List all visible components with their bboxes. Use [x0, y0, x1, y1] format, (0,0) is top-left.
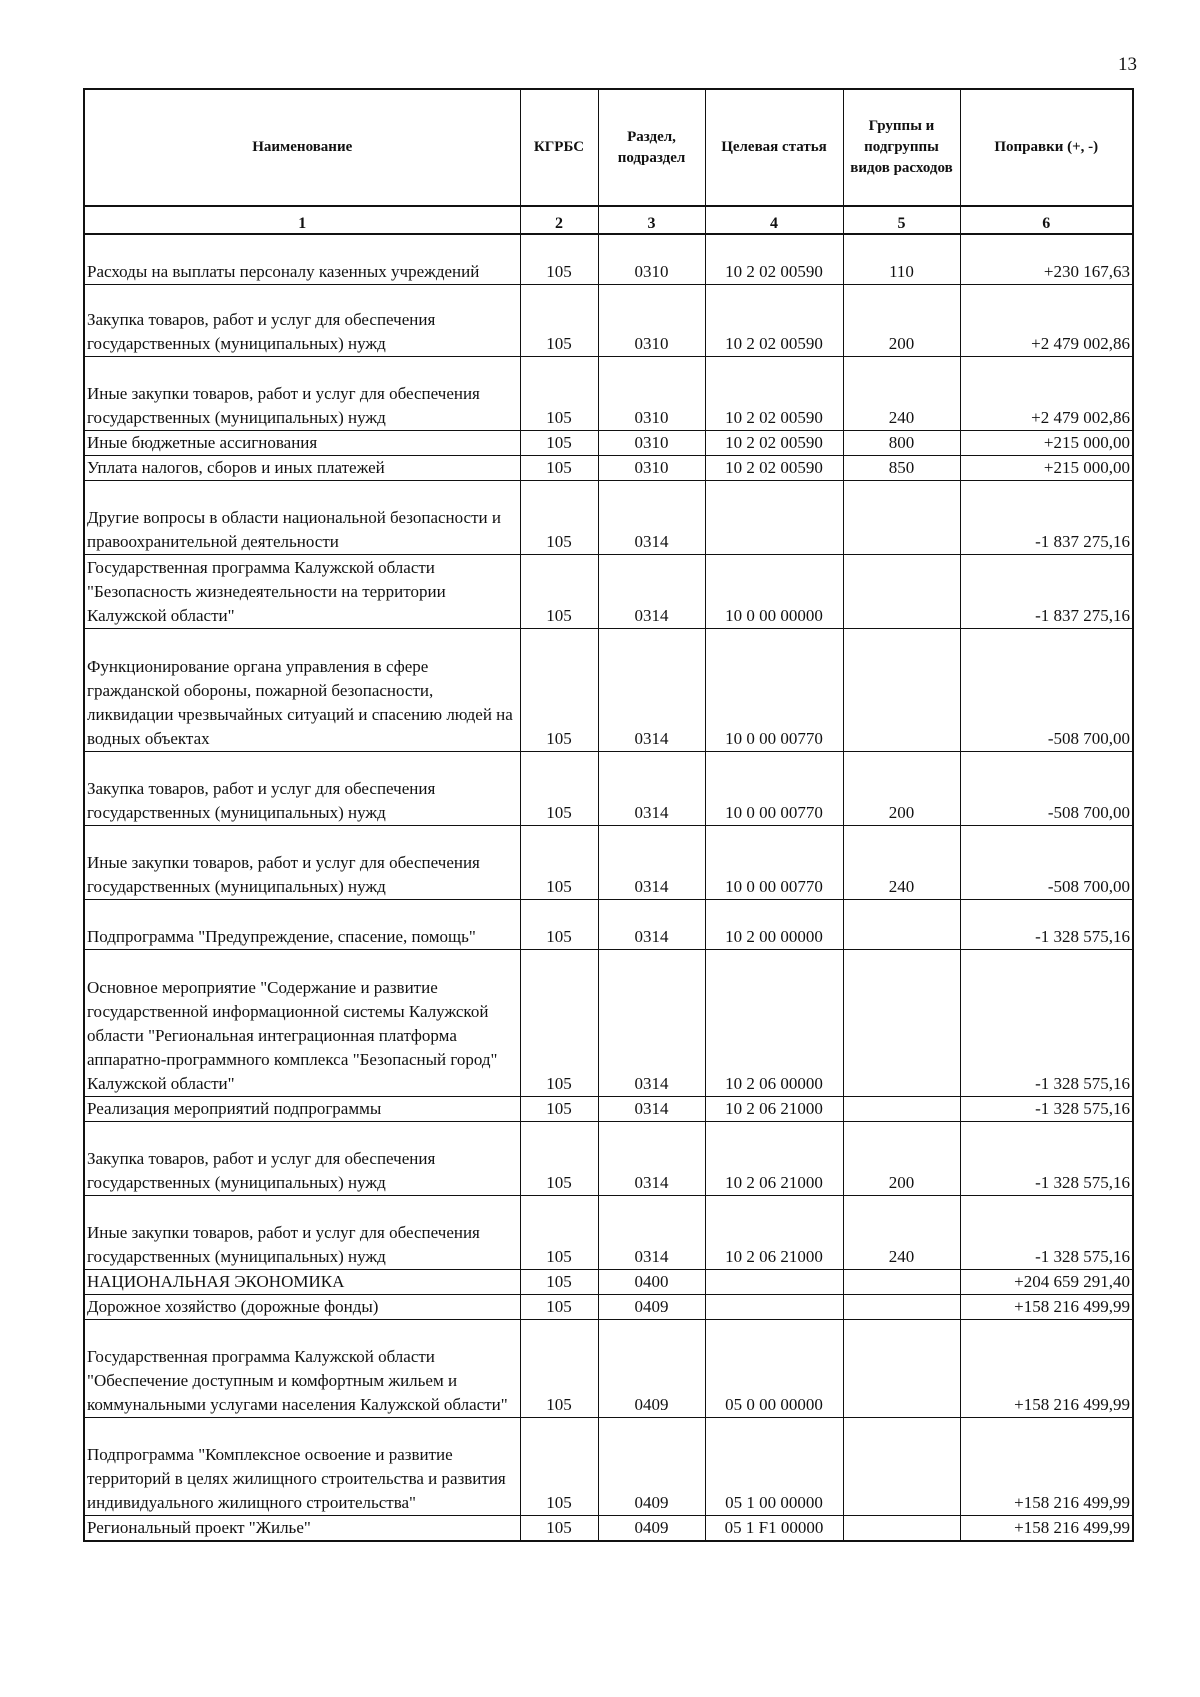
cell-target: 10 0 00 00000: [705, 554, 843, 628]
cell-amount: +2 479 002,86: [960, 356, 1133, 430]
cell-section: 0409: [598, 1319, 705, 1417]
cell-kgrbs: 105: [520, 1269, 598, 1294]
cell-section: 0314: [598, 949, 705, 1096]
cell-target: 10 0 00 00770: [705, 751, 843, 825]
cell-target: 10 2 02 00590: [705, 234, 843, 284]
cell-kgrbs: 105: [520, 751, 598, 825]
cell-target: 10 2 06 00000: [705, 949, 843, 1096]
cell-group: 800: [843, 430, 960, 455]
cell-section: 0310: [598, 356, 705, 430]
cell-section: 0409: [598, 1417, 705, 1515]
cell-group: 240: [843, 1195, 960, 1269]
cell-group: [843, 1417, 960, 1515]
column-number: 3: [598, 206, 705, 234]
cell-name: Закупка товаров, работ и услуг для обеспечения государственных (муниципальных) нужд: [84, 751, 520, 825]
table-row: [84, 356, 1133, 430]
table-row: [84, 751, 1133, 825]
budget-table: [83, 88, 1134, 1542]
cell-group: [843, 480, 960, 554]
cell-kgrbs: 105: [520, 554, 598, 628]
cell-group: [843, 949, 960, 1096]
cell-group: [843, 899, 960, 949]
cell-kgrbs: 105: [520, 1515, 598, 1541]
table-row: [84, 1096, 1133, 1121]
cell-target: 10 2 06 21000: [705, 1195, 843, 1269]
column-number: 6: [960, 206, 1133, 234]
cell-kgrbs: 105: [520, 455, 598, 480]
header-name: Наименование: [84, 89, 520, 206]
cell-section: 0314: [598, 825, 705, 899]
cell-section: 0314: [598, 1096, 705, 1121]
cell-target: 10 2 02 00590: [705, 455, 843, 480]
cell-target: 05 1 00 00000: [705, 1417, 843, 1515]
cell-amount: +158 216 499,99: [960, 1319, 1133, 1417]
cell-amount: +204 659 291,40: [960, 1269, 1133, 1294]
cell-target: 10 2 02 00590: [705, 356, 843, 430]
cell-name: Региональный проект "Жилье": [84, 1515, 520, 1541]
cell-name: Государственная программа Калужской области "Безопасность жизнедеятельности на территории Калужской области": [84, 554, 520, 628]
cell-section: 0314: [598, 480, 705, 554]
cell-kgrbs: 105: [520, 949, 598, 1096]
cell-group: 850: [843, 455, 960, 480]
header-section: Раздел, подраздел: [598, 89, 705, 206]
cell-name: Расходы на выплаты персоналу казенных учреждений: [84, 234, 520, 284]
cell-name: Иные бюджетные ассигнования: [84, 430, 520, 455]
cell-amount: -1 328 575,16: [960, 899, 1133, 949]
cell-target: 10 2 00 00000: [705, 899, 843, 949]
table-row: [84, 1515, 1133, 1541]
cell-kgrbs: 105: [520, 899, 598, 949]
cell-target: 10 2 02 00590: [705, 430, 843, 455]
table-row: [84, 825, 1133, 899]
cell-group: [843, 628, 960, 751]
cell-amount: +230 167,63: [960, 234, 1133, 284]
cell-amount: -1 328 575,16: [960, 949, 1133, 1096]
cell-name: Другие вопросы в области национальной безопасности и правоохранительной деятельности: [84, 480, 520, 554]
table-row: [84, 455, 1133, 480]
cell-group: 200: [843, 284, 960, 356]
cell-amount: -1 837 275,16: [960, 480, 1133, 554]
cell-group: 200: [843, 751, 960, 825]
cell-target: 05 1 F1 00000: [705, 1515, 843, 1541]
cell-target: [705, 1269, 843, 1294]
column-number: 5: [843, 206, 960, 234]
cell-name: Закупка товаров, работ и услуг для обеспечения государственных (муниципальных) нужд: [84, 284, 520, 356]
table-row: [84, 430, 1133, 455]
cell-kgrbs: 105: [520, 1096, 598, 1121]
cell-name: Закупка товаров, работ и услуг для обеспечения государственных (муниципальных) нужд: [84, 1121, 520, 1195]
table-row: [84, 899, 1133, 949]
page-number: 13: [1118, 54, 1137, 75]
cell-group: 240: [843, 356, 960, 430]
header-kgrbs: КГРБС: [520, 89, 598, 206]
cell-group: 240: [843, 825, 960, 899]
column-number: 1: [84, 206, 520, 234]
cell-group: 200: [843, 1121, 960, 1195]
cell-section: 0400: [598, 1269, 705, 1294]
cell-target: 10 0 00 00770: [705, 825, 843, 899]
cell-name: Подпрограмма "Комплексное освоение и развитие территорий в целях жилищного строительства и развития индивидуального жилищного строительства": [84, 1417, 520, 1515]
table-row: [84, 480, 1133, 554]
column-number: 4: [705, 206, 843, 234]
cell-amount: -1 328 575,16: [960, 1121, 1133, 1195]
cell-amount: +158 216 499,99: [960, 1294, 1133, 1319]
table-row: [84, 554, 1133, 628]
cell-section: 0314: [598, 1195, 705, 1269]
cell-kgrbs: 105: [520, 284, 598, 356]
cell-group: [843, 1319, 960, 1417]
table-row: [84, 1195, 1133, 1269]
cell-section: 0409: [598, 1294, 705, 1319]
cell-amount: -1 328 575,16: [960, 1195, 1133, 1269]
cell-name: Государственная программа Калужской области "Обеспечение доступным и комфортным жильем и коммунальными услугами населения Калужской области": [84, 1319, 520, 1417]
cell-kgrbs: 105: [520, 356, 598, 430]
cell-kgrbs: 105: [520, 1121, 598, 1195]
cell-name: Реализация мероприятий подпрограммы: [84, 1096, 520, 1121]
cell-name: Иные закупки товаров, работ и услуг для обеспечения государственных (муниципальных) нужд: [84, 825, 520, 899]
cell-group: [843, 1294, 960, 1319]
cell-kgrbs: 105: [520, 1294, 598, 1319]
cell-amount: +215 000,00: [960, 455, 1133, 480]
table-row: [84, 628, 1133, 751]
cell-group: [843, 554, 960, 628]
table-row: [84, 949, 1133, 1096]
cell-section: 0310: [598, 430, 705, 455]
cell-section: 0314: [598, 628, 705, 751]
cell-name: Уплата налогов, сборов и иных платежей: [84, 455, 520, 480]
cell-amount: +215 000,00: [960, 430, 1133, 455]
table-row: [84, 1417, 1133, 1515]
cell-section: 0314: [598, 1121, 705, 1195]
header-groups: Группы и подгруппы видов расходов: [843, 89, 960, 206]
column-number-row: [84, 206, 1133, 234]
cell-kgrbs: 105: [520, 825, 598, 899]
cell-target: 10 0 00 00770: [705, 628, 843, 751]
cell-group: [843, 1515, 960, 1541]
cell-section: 0310: [598, 455, 705, 480]
cell-amount: -1 837 275,16: [960, 554, 1133, 628]
cell-kgrbs: 105: [520, 1417, 598, 1515]
cell-section: 0409: [598, 1515, 705, 1541]
cell-amount: +2 479 002,86: [960, 284, 1133, 356]
cell-name: Функционирование органа управления в сфере гражданской обороны, пожарной безопасности, ликвидации чрезвычайных ситуаций и спасению людей на водных объектах: [84, 628, 520, 751]
cell-name: НАЦИОНАЛЬНАЯ ЭКОНОМИКА: [84, 1269, 520, 1294]
column-number: 2: [520, 206, 598, 234]
table-row: [84, 1319, 1133, 1417]
cell-target: 05 0 00 00000: [705, 1319, 843, 1417]
cell-name: Подпрограмма "Предупреждение, спасение, помощь": [84, 899, 520, 949]
cell-section: 0314: [598, 554, 705, 628]
cell-kgrbs: 105: [520, 1319, 598, 1417]
cell-name: Дорожное хозяйство (дорожные фонды): [84, 1294, 520, 1319]
cell-section: 0310: [598, 284, 705, 356]
cell-amount: +158 216 499,99: [960, 1417, 1133, 1515]
cell-name: Основное мероприятие "Содержание и развитие государственной информационной системы Калужской области "Региональная интеграционная платформа аппаратно-программного комплекса "Безопасный город" Калужской области": [84, 949, 520, 1096]
cell-kgrbs: 105: [520, 628, 598, 751]
cell-kgrbs: 105: [520, 234, 598, 284]
cell-group: [843, 1269, 960, 1294]
table-row: [84, 1269, 1133, 1294]
cell-group: [843, 1096, 960, 1121]
cell-target: [705, 1294, 843, 1319]
cell-amount: -508 700,00: [960, 751, 1133, 825]
cell-section: 0310: [598, 234, 705, 284]
cell-kgrbs: 105: [520, 1195, 598, 1269]
cell-section: 0314: [598, 899, 705, 949]
cell-section: 0314: [598, 751, 705, 825]
cell-name: Иные закупки товаров, работ и услуг для обеспечения государственных (муниципальных) нужд: [84, 356, 520, 430]
header-amendments: Поправки (+, -): [960, 89, 1133, 206]
table-row: [84, 234, 1133, 284]
cell-target: 10 2 06 21000: [705, 1096, 843, 1121]
cell-amount: +158 216 499,99: [960, 1515, 1133, 1541]
cell-kgrbs: 105: [520, 480, 598, 554]
cell-amount: -508 700,00: [960, 825, 1133, 899]
header-target: Целевая статья: [705, 89, 843, 206]
header-row: [84, 89, 1133, 206]
cell-group: 110: [843, 234, 960, 284]
table-row: [84, 1121, 1133, 1195]
cell-name: Иные закупки товаров, работ и услуг для обеспечения государственных (муниципальных) нужд: [84, 1195, 520, 1269]
cell-target: 10 2 06 21000: [705, 1121, 843, 1195]
cell-target: 10 2 02 00590: [705, 284, 843, 356]
table-row: [84, 284, 1133, 356]
cell-target: [705, 480, 843, 554]
cell-amount: -1 328 575,16: [960, 1096, 1133, 1121]
cell-amount: -508 700,00: [960, 628, 1133, 751]
cell-kgrbs: 105: [520, 430, 598, 455]
table-row: [84, 1294, 1133, 1319]
